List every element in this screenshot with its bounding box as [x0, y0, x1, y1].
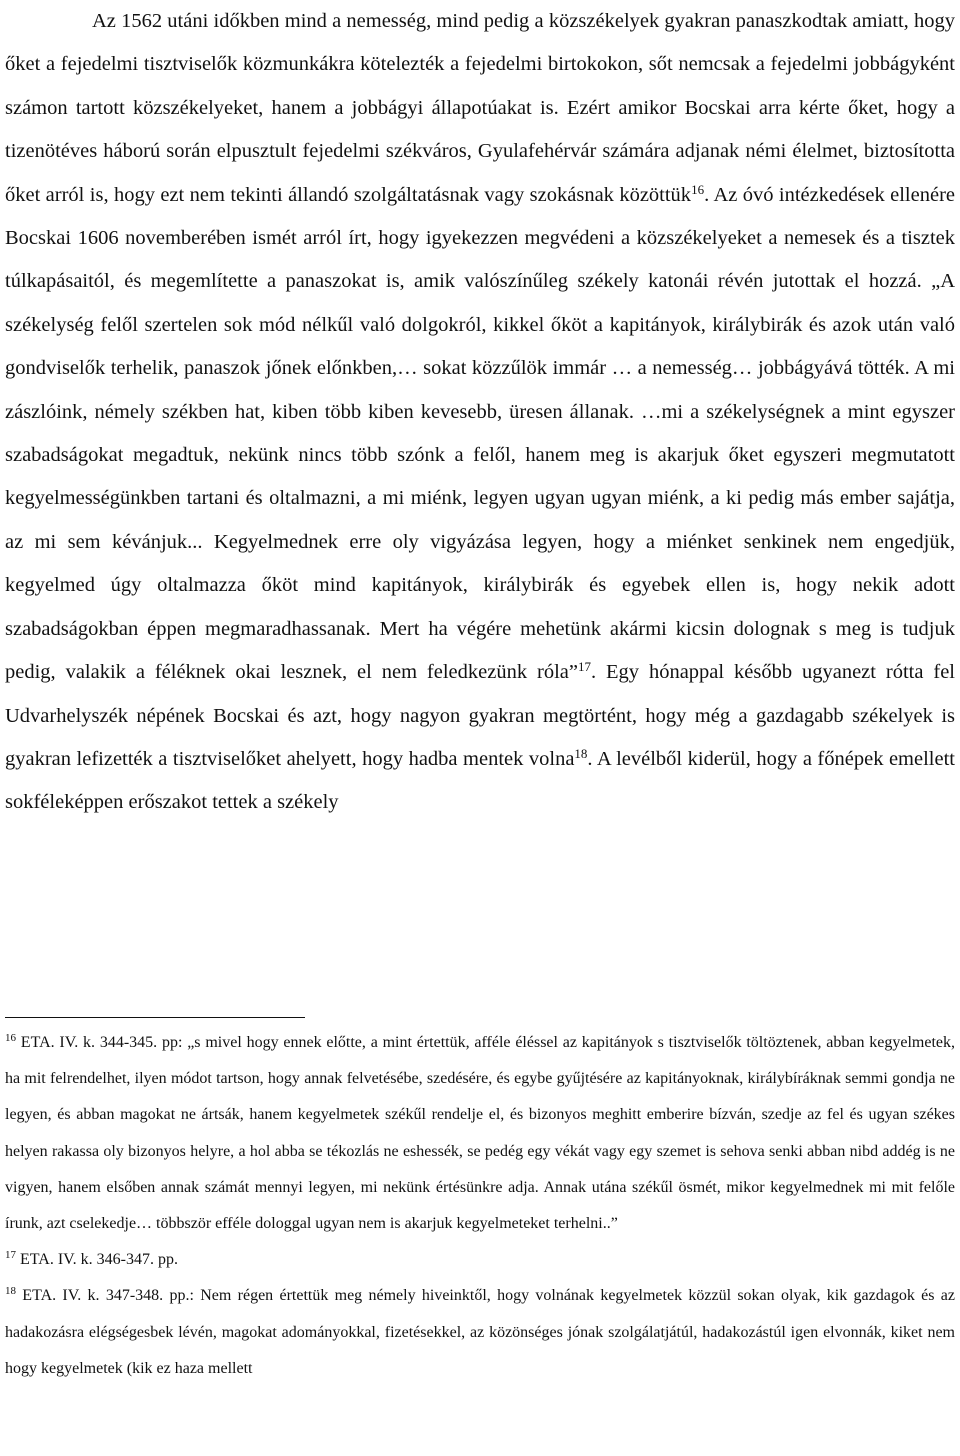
footnote-18: [5, 1278, 955, 1387]
footnote-ref-17[interactable]: 17: [577, 659, 591, 675]
footnote-16: [5, 1025, 955, 1242]
footnote-mark: 18: [5, 1285, 16, 1298]
body-text-segment-1: Az 1562 utáni időkben mind a nemesség, mind pedig a közszékelyek gyakran panaszkodtak amiatt, hogy őket a fejedelmi tisztviselők közmunkákra kötelezték a fejedelmi birtokokon, sőt nemcsak a fejedelmi jobbágyként számon tartott közszékelyeket, hanem a jobbágyi állapotúakat is. Ezért amikor Bocskai arra kérte őket, hogy a tizenötéves háború során elpusztult fejedelmi székváros, Gyulafehérvár számára adjanak némi élelmet, biztosította őket arról is, hogy ezt nem tekinti állandó szolgáltatásnak vagy szokásnak közöttük: [5, 10, 955, 206]
body-text-segment-2: . Az óvó intézkedések ellenére Bocskai 1606 novemberében ismét arról írt, hogy igyekezzen megvédeni a közszékelyeket a nemesek és a tisztek túlkapásaitól, és megemlítette a panaszokat is, amik valószínűleg székely katonái révén jutottak el hozzá. „A székelység felől szertelen sok mód nélkűl való dolgokról, kikkel őköt a kapitányok, királybirák és azok után való gondviselők terhelik, panaszok jőnek előnkben,… sokat közzűlök immár … a nemesség… jobbágyává tötték. A mi zászlóink, némely székben hat, kiben több kiben kevesebb, üresen állanak. …mi a székelységnek a mint egyszer szabadságokat megadtuk, nekünk nincs több szónk a felől, hanem meg is akarjuk őket egyszeri megmutatott kegyelmességünkben tartani és oltalmazni, a mi miénk, legyen ugyan ugyan miénk, a ki pedig más ember sajátja, az mi sem kévánjuk... Kegyelmednek erre oly vigyázása legyen, hogy a miénket senkinek nem engedjük, kegyelmed úgy oltalmazza őköt mind kapitányok, királybirák és egyebek ellen is, hogy nekik adott szabadságokban éppen megmaradhassanak. Mert ha végére mehetünk akármi kicsin dolognak s meg is tudjuk pedig, valakik a féléknek okai lesznek, el nem feledkezünk róla”: [5, 183, 955, 684]
main-paragraph: [5, 0, 955, 825]
body-text-segment-3: . Egy hónappal később ugyanezt rótta fel Udvarhelyszék népének Bocskai és azt, hogy nagyon gyakran megtörtént, hogy még a gazdagabb székelyek is gyakran lefizették a tisztviselőket ahelyett, hogy hadba mentek volna: [5, 661, 955, 770]
body-text-segment-4: . A levélből kiderül, hogy a főnépek emellett sokféleképpen erőszakot tettek a székely: [5, 747, 955, 814]
footnote-ref-16[interactable]: 16: [691, 181, 705, 197]
footnote-separator: [5, 1017, 305, 1018]
footnotes-section: [5, 1025, 955, 1387]
footnote-mark: 16: [5, 1032, 16, 1044]
footnote-ref-18[interactable]: 18: [574, 745, 588, 761]
footnote-text: ETA. IV. k. 344-345. pp: „s mivel hogy ennek előtte, a mint értettük, afféle éléssel az kapitányok s tisztviselők töltöztenek, abban kegyelmetek, ha mit felrendelhet, ilyen módot tartson, hogy annak felvetésébe, szedésére, és egybe gyűjtésére az kapitányoknak, királybíráknak semmi gondja ne legyen, és abban magokat ne ártsák, hanem kegyelmetek székűl rendelje el, és bizonyos meghitt emberire bízván, szedje az fel és ugyan székes helyen rakassa oly bizonyos helyre, a hol abba se tékozlás ne eshessék, se pedég egy vékát vagy egy szemet is sehova senki abban nibd addég is ne vigyen, hanem elsőben annak számát mennyi legyen, mi nekünk értésünkre adja. Annak utána székűl ösmét, mikor kegyelmednek mi mit felőle írunk, azt cselekedje… többször efféle dologgal ugyan nem is akarjuk kegyelmeteket terhelni..”: [5, 1034, 955, 1233]
footnote-text: ETA. IV. k. 346-347. pp.: [16, 1251, 178, 1269]
footnote-text: ETA. IV. k. 347-348. pp.: Nem régen értettük meg némely hiveinktől, hogy volnának kegyelmetek közzül sokan olyak, kik gazdagok és az hadakozásra elégségesbek lévén, magokat adományokkal, fizetésekkel, az közönséges jónak szolgálatjátúl, hadakozástúl igen elvonnák, kiket nem hogy kegyelmetek (kik ez haza mellett: [5, 1287, 955, 1377]
footnote-17: [5, 1242, 955, 1278]
footnote-mark: 17: [5, 1249, 16, 1262]
